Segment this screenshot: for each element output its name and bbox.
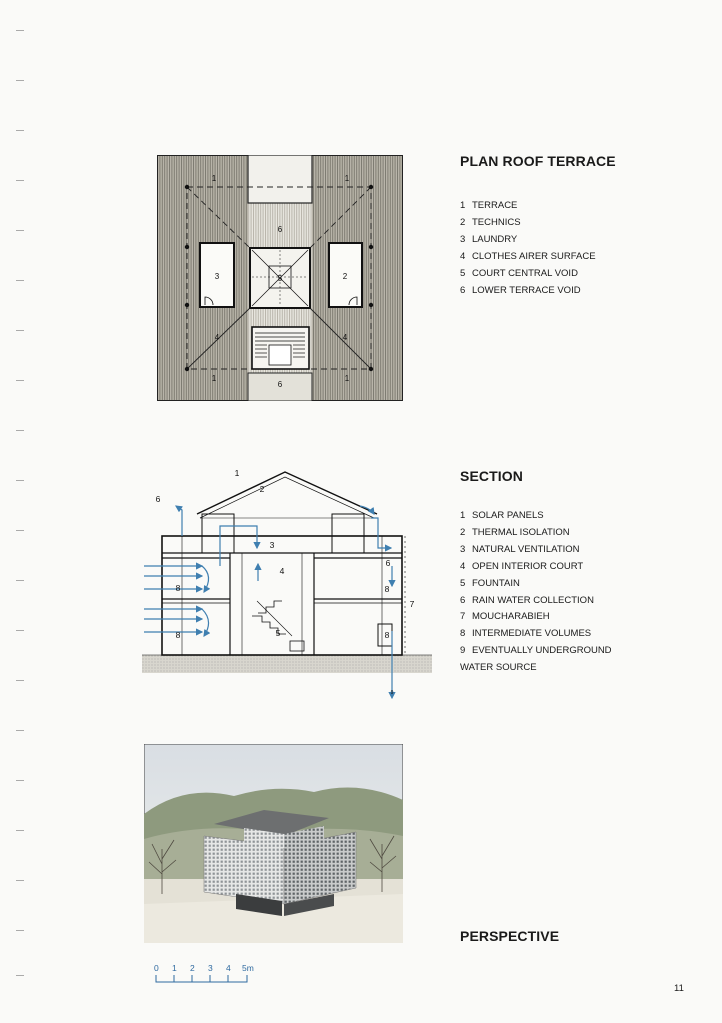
svg-text:1: 1 [344, 374, 350, 383]
svg-text:8: 8 [384, 630, 390, 640]
scale-tick-label: 3 [208, 963, 213, 973]
svg-text:8: 8 [175, 583, 181, 593]
svg-text:5: 5 [275, 628, 281, 638]
svg-text:2: 2 [342, 272, 348, 281]
legend-item: 5 FOUNTAIN [460, 577, 520, 589]
legend-item: 1 SOLAR PANELS [460, 510, 544, 521]
svg-text:8: 8 [175, 630, 181, 640]
legend-item: 4 OPEN INTERIOR COURT [460, 560, 584, 572]
legend-item-continuation: WATER SOURCE [460, 662, 537, 674]
section-legend [460, 508, 612, 677]
scale-tick-label: 5m [242, 963, 254, 973]
legend-item: 3 NATURAL VENTILATION [460, 543, 580, 555]
legend-item: 7 MOUCHARABIEH [460, 611, 550, 623]
scale-tick-label: 1 [172, 963, 177, 973]
svg-text:2: 2 [259, 484, 265, 494]
svg-text:1: 1 [344, 174, 350, 183]
legend-item: 2 TECHNICS [460, 216, 521, 228]
page-number: 11 [674, 983, 684, 994]
scale-tick-label: 4 [226, 963, 231, 973]
svg-text:8: 8 [384, 584, 390, 594]
svg-text:3: 3 [214, 272, 220, 281]
perspective-render [144, 744, 403, 943]
svg-text:1: 1 [211, 374, 217, 383]
svg-text:7: 7 [409, 599, 415, 609]
plan-legend [460, 198, 596, 299]
svg-text:6: 6 [385, 558, 391, 568]
svg-text:4: 4 [214, 333, 220, 342]
legend-item: 3 LAUNDRY [460, 233, 518, 245]
plan-roof-terrace-drawing [157, 155, 403, 401]
scale-bar [152, 960, 272, 988]
svg-text:9: 9 [390, 690, 394, 696]
legend-item: 6 RAIN WATER COLLECTION [460, 594, 594, 606]
svg-text:6: 6 [155, 494, 161, 504]
svg-text:1: 1 [234, 468, 240, 478]
plan-title: PLAN ROOF TERRACE [460, 153, 616, 169]
section-title: SECTION [460, 468, 523, 484]
perspective-title: PERSPECTIVE [460, 928, 560, 944]
legend-item: 8 INTERMEDIATE VOLUMES [460, 628, 592, 640]
svg-text:4: 4 [342, 333, 348, 342]
svg-text:5: 5 [277, 274, 283, 283]
legend-item: 6 LOWER TERRACE VOID [460, 284, 581, 296]
margin-ticks [16, 0, 26, 1023]
svg-text:3: 3 [269, 540, 275, 550]
scale-tick-label: 2 [190, 963, 195, 973]
section-drawing [142, 466, 432, 701]
legend-item: 2 THERMAL ISOLATION [460, 526, 570, 538]
svg-text:6: 6 [277, 380, 283, 389]
svg-text:4: 4 [279, 566, 285, 576]
svg-text:6: 6 [277, 225, 283, 234]
legend-item: 5 COURT CENTRAL VOID [460, 267, 578, 279]
scale-tick-label: 0 [154, 963, 159, 973]
legend-item: 4 CLOTHES AIRER SURFACE [460, 250, 596, 262]
legend-item: 1 TERRACE [460, 200, 518, 211]
legend-item: 9 EVENTUALLY UNDERGROUND [460, 645, 612, 657]
svg-text:1: 1 [211, 174, 217, 183]
